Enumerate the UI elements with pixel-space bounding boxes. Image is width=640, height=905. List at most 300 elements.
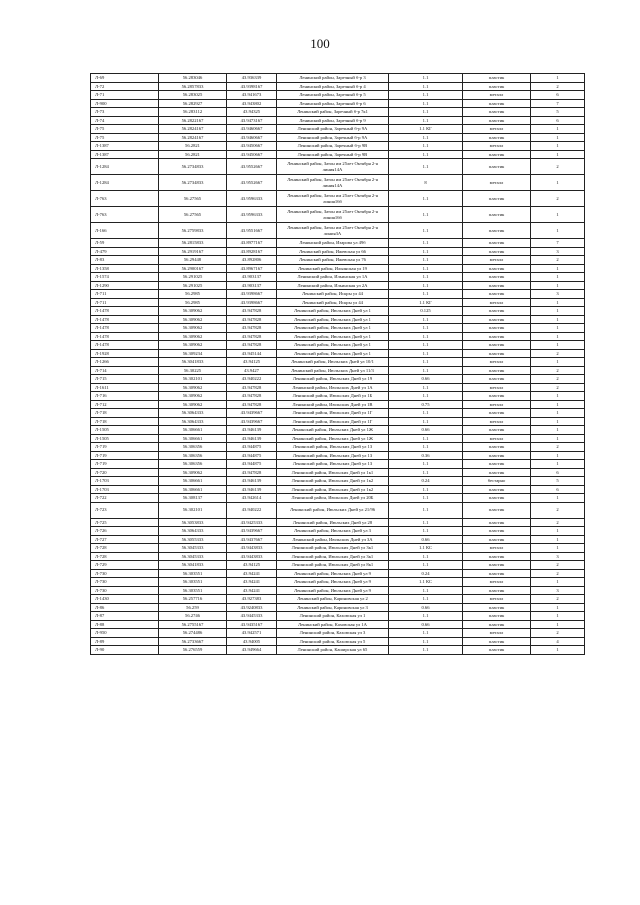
- latitude-cell: 56.309062: [159, 392, 227, 401]
- address-cell: Ленинский район, Июльских Дней ул 1: [277, 332, 389, 341]
- material-cell: пластик: [463, 409, 531, 418]
- volume-cell: 1.1: [389, 223, 463, 239]
- material-cell: пластик: [463, 273, 531, 282]
- volume-cell: 1.1: [389, 552, 463, 561]
- volume-cell: 1.1: [389, 150, 463, 159]
- address-cell: Ленинский район, Кариновская ул 2: [277, 595, 389, 604]
- table-row: [91, 586, 585, 595]
- volume-cell: 0.66: [389, 603, 463, 612]
- count-cell: 1: [531, 324, 585, 333]
- latitude-cell: 56.291025: [159, 273, 227, 282]
- address-cell: Ленинский район, Каховская ул 1: [277, 612, 389, 621]
- table-row: [91, 108, 585, 117]
- address-cell: Ленинский район, Искры ул 44: [277, 290, 389, 299]
- material-cell: пластик: [463, 74, 531, 83]
- latitude-cell: 56.2821: [159, 150, 227, 159]
- address-cell: Ленинский район, Июльских Дней ул 1: [277, 349, 389, 358]
- latitude-cell: 56.276559: [159, 646, 227, 655]
- table-row: [91, 264, 585, 273]
- latitude-cell: 56.309062: [159, 307, 227, 316]
- address-cell: Ленинский район, Заречный б-р 9В: [277, 150, 389, 159]
- table-row: [91, 535, 585, 544]
- latitude-cell: 56.2759833: [159, 223, 227, 239]
- count-cell: 2: [531, 561, 585, 570]
- address-cell: Ленинский район, Каховская ул 1А: [277, 620, 389, 629]
- material-cell: металл: [463, 434, 531, 443]
- address-cell: Ленинский район, Июльских Дней ул 28: [277, 518, 389, 527]
- address-cell: Ленинский район, Июльских Дней ул 1к1: [277, 468, 389, 477]
- volume-cell: 1.1: [389, 74, 463, 83]
- address-cell: Ленинский район, Ильинская ул 19: [277, 264, 389, 273]
- latitude-cell: 56.2857833: [159, 82, 227, 91]
- site-id-cell: Л-720: [91, 468, 159, 477]
- longitude-cell: 43.9450667: [227, 142, 277, 151]
- volume-cell: 1.1: [389, 332, 463, 341]
- latitude-cell: 56.283112: [159, 108, 227, 117]
- material-cell: пластик: [463, 281, 531, 290]
- table-row: [91, 612, 585, 621]
- count-cell: 2: [531, 256, 585, 265]
- longitude-cell: 43.94241: [227, 578, 277, 587]
- table-row: [91, 552, 585, 561]
- address-cell: Ленинский район, Заречный б-р 9: [277, 116, 389, 125]
- count-cell: 2: [531, 375, 585, 384]
- latitude-cell: 56.306356: [159, 451, 227, 460]
- latitude-cell: 56.306661: [159, 434, 227, 443]
- site-id-cell: Л-1284: [91, 175, 159, 191]
- site-id-cell: Л-730: [91, 569, 159, 578]
- longitude-cell: 43.9240833: [227, 603, 277, 612]
- count-cell: 2: [531, 502, 585, 518]
- table-row: [91, 273, 585, 282]
- volume-cell: 1.1: [389, 91, 463, 100]
- site-id-cell: Л-1387: [91, 142, 159, 151]
- volume-cell: 8: [389, 175, 463, 191]
- material-cell: пластик: [463, 603, 531, 612]
- longitude-cell: 43.947828: [227, 383, 277, 392]
- volume-cell: 1.1: [389, 502, 463, 518]
- longitude-cell: 43.9435167: [227, 620, 277, 629]
- site-id-cell: Л-722: [91, 494, 159, 503]
- volume-cell: 1.1: [389, 527, 463, 536]
- address-cell: Ленинский район, Июльских Дней ул 1Г: [277, 417, 389, 426]
- count-cell: 1: [531, 603, 585, 612]
- count-cell: 1: [531, 341, 585, 350]
- volume-cell: 1.1 КГ: [389, 298, 463, 307]
- site-id-cell: Л-716: [91, 392, 159, 401]
- volume-cell: 1.1: [389, 264, 463, 273]
- table-row: [91, 578, 585, 587]
- longitude-cell: 43.9427: [227, 366, 277, 375]
- material-cell: пластик: [463, 366, 531, 375]
- site-id-cell: Л-72: [91, 82, 159, 91]
- material-cell: пластик: [463, 502, 531, 518]
- count-cell: 2: [531, 518, 585, 527]
- address-cell: Ленинский район, Июльских Дней ул 3к1: [277, 544, 389, 553]
- table-row: [91, 247, 585, 256]
- address-cell: Ленинский район, Ижевская ул 76: [277, 256, 389, 265]
- table-row: [91, 159, 585, 175]
- material-cell: металл: [463, 417, 531, 426]
- longitude-cell: 43.9552667: [227, 159, 277, 175]
- table-row: [91, 460, 585, 469]
- count-cell: 3: [531, 586, 585, 595]
- address-cell: Ленинский район, Затон им 25лет Октября 2-я линия3А: [277, 223, 389, 239]
- count-cell: 1: [531, 494, 585, 503]
- table-row: [91, 191, 585, 207]
- latitude-cell: 56.309062: [159, 383, 227, 392]
- count-cell: 1: [531, 426, 585, 435]
- site-id-cell: Л-1358: [91, 264, 159, 273]
- site-id-cell: Л-719: [91, 460, 159, 469]
- count-cell: 1: [531, 332, 585, 341]
- latitude-cell: 56.309062: [159, 324, 227, 333]
- site-id-cell: Л-1505: [91, 426, 159, 435]
- material-cell: металл: [463, 383, 531, 392]
- site-id-cell: Л-730: [91, 586, 159, 595]
- latitude-cell: 56.3053833: [159, 518, 227, 527]
- material-cell: пластик: [463, 133, 531, 142]
- site-id-cell: Л-1478: [91, 324, 159, 333]
- count-cell: 2: [531, 595, 585, 604]
- volume-cell: 1.1: [389, 82, 463, 91]
- site-id-cell: Л-719: [91, 443, 159, 452]
- material-cell: пластик: [463, 443, 531, 452]
- table-row: [91, 366, 585, 375]
- table-row: [91, 443, 585, 452]
- material-cell: пластик: [463, 569, 531, 578]
- material-cell: пластик: [463, 223, 531, 239]
- site-id-cell: Л-1574: [91, 273, 159, 282]
- volume-cell: 1.1: [389, 434, 463, 443]
- table-row: [91, 358, 585, 367]
- material-cell: пластик: [463, 451, 531, 460]
- count-cell: 1: [531, 409, 585, 418]
- table-body: [91, 74, 585, 655]
- count-cell: 1: [531, 74, 585, 83]
- table-row: [91, 375, 585, 384]
- count-cell: 6: [531, 485, 585, 494]
- site-id-cell: Л-1703: [91, 477, 159, 486]
- material-cell: пластик: [463, 332, 531, 341]
- volume-cell: 1.1: [389, 518, 463, 527]
- table-row: [91, 518, 585, 527]
- count-cell: 1: [531, 207, 585, 223]
- count-cell: 1: [531, 434, 585, 443]
- table-row: [91, 485, 585, 494]
- longitude-cell: 43.94125: [227, 358, 277, 367]
- site-id-cell: Л-763: [91, 207, 159, 223]
- longitude-cell: 43.946139: [227, 477, 277, 486]
- longitude-cell: 43.947828: [227, 324, 277, 333]
- latitude-cell: 56.274486: [159, 629, 227, 638]
- material-cell: пластик: [463, 82, 531, 91]
- volume-cell: 1.1: [389, 417, 463, 426]
- table-row: [91, 332, 585, 341]
- count-cell: 6: [531, 468, 585, 477]
- volume-cell: 1.1: [389, 358, 463, 367]
- longitude-cell: 43.903137: [227, 281, 277, 290]
- latitude-cell: 56.29448: [159, 256, 227, 265]
- site-id-cell: Л-83: [91, 256, 159, 265]
- count-cell: 3: [531, 552, 585, 561]
- material-cell: пластик: [463, 392, 531, 401]
- material-cell: пластик: [463, 341, 531, 350]
- material-cell: пластик: [463, 290, 531, 299]
- address-cell: Ленинский район, Затон им 25лет Октября 2-я линия14А: [277, 159, 389, 175]
- latitude-cell: 56.30225: [159, 366, 227, 375]
- volume-cell: 1.1: [389, 159, 463, 175]
- table-row: [91, 409, 585, 418]
- latitude-cell: 56.257716: [159, 595, 227, 604]
- latitude-cell: 56.2900167: [159, 264, 227, 273]
- longitude-cell: 43.9445333: [227, 612, 277, 621]
- longitude-cell: 43.9596333: [227, 207, 277, 223]
- volume-cell: 1.1: [389, 99, 463, 108]
- longitude-cell: 43.9551667: [227, 223, 277, 239]
- material-cell: пластик: [463, 646, 531, 655]
- site-id-cell: Л-712: [91, 400, 159, 409]
- address-cell: Ленинский район, Июльских Дней ул 9: [277, 569, 389, 578]
- volume-cell: 1.1: [389, 409, 463, 418]
- site-id-cell: Л-59: [91, 239, 159, 248]
- latitude-cell: 56.309062: [159, 332, 227, 341]
- longitude-cell: 43.943802: [227, 99, 277, 108]
- latitude-cell: 56.3041833: [159, 561, 227, 570]
- count-cell: 1: [531, 150, 585, 159]
- count-cell: 6: [531, 116, 585, 125]
- count-cell: 1: [531, 298, 585, 307]
- volume-cell: 1.1: [389, 191, 463, 207]
- table-row: [91, 116, 585, 125]
- volume-cell: 1.1: [389, 443, 463, 452]
- count-cell: 1: [531, 544, 585, 553]
- longitude-cell: 43.9450667: [227, 150, 277, 159]
- address-cell: Ленинский район, Июльских Дней ул 9: [277, 578, 389, 587]
- address-cell: Ленинский район, Июльских Дней ул 1Б: [277, 392, 389, 401]
- material-cell: пластик: [463, 239, 531, 248]
- address-cell: Ленинский район, Июльских Дней ул 1: [277, 315, 389, 324]
- address-cell: Ленинский район, Искры ул 44: [277, 298, 389, 307]
- material-cell: металл: [463, 358, 531, 367]
- site-id-cell: Л-75: [91, 133, 159, 142]
- material-cell: металл: [463, 578, 531, 587]
- material-cell: пластик: [463, 315, 531, 324]
- count-cell: 1: [531, 307, 585, 316]
- table-row: [91, 637, 585, 646]
- volume-cell: 1.1: [389, 324, 463, 333]
- address-cell: Ленинский район, Июльских Дней ул 1: [277, 324, 389, 333]
- longitude-cell: 43.9398667: [227, 290, 277, 299]
- latitude-cell: 56.27565: [159, 207, 227, 223]
- longitude-cell: 43.944875: [227, 451, 277, 460]
- table-row: [91, 400, 585, 409]
- longitude-cell: 43.9439667: [227, 409, 277, 418]
- volume-cell: 1.1: [389, 494, 463, 503]
- address-cell: Ленинский район, Изарова ул 49б: [277, 239, 389, 248]
- site-id-cell: Л-900: [91, 99, 159, 108]
- volume-cell: 1.1: [389, 247, 463, 256]
- longitude-cell: 43.944875: [227, 443, 277, 452]
- latitude-cell: 56.2824167: [159, 133, 227, 142]
- table-row: [91, 646, 585, 655]
- table-row: [91, 239, 585, 248]
- site-id-cell: Л-950: [91, 629, 159, 638]
- longitude-cell: 43.944875: [227, 460, 277, 469]
- address-cell: Ленинский район, Июльских Дней ул 1к2: [277, 477, 389, 486]
- site-id-cell: Л-479: [91, 247, 159, 256]
- address-cell: Ленинский район, Июльских Дней ул 1А: [277, 383, 389, 392]
- table-row: [91, 392, 585, 401]
- longitude-cell: 43.946139: [227, 426, 277, 435]
- address-cell: Ленинский район, Июльских Дней ул 1Ж: [277, 434, 389, 443]
- count-cell: 1: [531, 620, 585, 629]
- volume-cell: 1.1 КС: [389, 544, 463, 553]
- table-row: [91, 99, 585, 108]
- latitude-cell: 56.259: [159, 603, 227, 612]
- material-cell: пластик: [463, 561, 531, 570]
- count-cell: 1: [531, 392, 585, 401]
- address-cell: Ленинский район, Заречный б-р 9В: [277, 142, 389, 151]
- table-row: [91, 629, 585, 638]
- material-cell: металл: [463, 400, 531, 409]
- volume-cell: 1.1: [389, 315, 463, 324]
- table-row: [91, 82, 585, 91]
- volume-cell: 1.1: [389, 290, 463, 299]
- latitude-cell: 56.2734833: [159, 175, 227, 191]
- table-row: [91, 451, 585, 460]
- latitude-cell: 56.309062: [159, 468, 227, 477]
- material-cell: металл: [463, 175, 531, 191]
- material-cell: пластик: [463, 191, 531, 207]
- latitude-cell: 56.3055333: [159, 535, 227, 544]
- table-row: [91, 341, 585, 350]
- count-cell: 2: [531, 569, 585, 578]
- volume-cell: 1.1: [389, 392, 463, 401]
- table-row: [91, 417, 585, 426]
- site-id-cell: Л-89: [91, 637, 159, 646]
- count-cell: 1: [531, 142, 585, 151]
- latitude-cell: 56.3064333: [159, 527, 227, 536]
- table-row: [91, 91, 585, 100]
- count-cell: 1: [531, 527, 585, 536]
- site-id-cell: Л-166: [91, 223, 159, 239]
- count-cell: 1: [531, 400, 585, 409]
- count-cell: 7: [531, 99, 585, 108]
- latitude-cell: 56.2985: [159, 298, 227, 307]
- count-cell: 2: [531, 383, 585, 392]
- address-cell: Ленинский район, Каширская ул 65: [277, 646, 389, 655]
- longitude-cell: 43.946139: [227, 434, 277, 443]
- count-cell: 2: [531, 349, 585, 358]
- site-id-cell: Л-73: [91, 108, 159, 117]
- volume-cell: 1.1: [389, 273, 463, 282]
- longitude-cell: 43.942614: [227, 494, 277, 503]
- site-id-cell: Л-728: [91, 552, 159, 561]
- material-cell: металл: [463, 142, 531, 151]
- volume-cell: 0.24: [389, 569, 463, 578]
- volume-cell: 0.125: [389, 307, 463, 316]
- site-id-cell: Л-87: [91, 612, 159, 621]
- volume-cell: 0.75: [389, 400, 463, 409]
- volume-cell: 1.1: [389, 646, 463, 655]
- longitude-cell: 43.903137: [227, 273, 277, 282]
- site-id-cell: Л-86: [91, 603, 159, 612]
- table-row: [91, 125, 585, 134]
- table-row: [91, 74, 585, 83]
- latitude-cell: 56.291025: [159, 281, 227, 290]
- table-row: [91, 175, 585, 191]
- count-cell: 1: [531, 612, 585, 621]
- count-cell: 2: [531, 159, 585, 175]
- table-row: [91, 207, 585, 223]
- volume-cell: 1.1: [389, 586, 463, 595]
- address-cell: Ленинский район, Июльских Дней ул 3: [277, 527, 389, 536]
- volume-cell: 0.66: [389, 535, 463, 544]
- address-cell: Ленинский район, Ильинская ул 2А: [277, 281, 389, 290]
- table-row: [91, 477, 585, 486]
- table-row: [91, 502, 585, 518]
- latitude-cell: 56.306661: [159, 477, 227, 486]
- address-cell: Ленинский район, Июльских Дней ул 20Б: [277, 494, 389, 503]
- material-cell: пластик: [463, 552, 531, 561]
- longitude-cell: 43.946139: [227, 485, 277, 494]
- count-cell: 1: [531, 281, 585, 290]
- latitude-cell: 56.282927: [159, 99, 227, 108]
- table-row: [91, 315, 585, 324]
- volume-cell: 1.1: [389, 629, 463, 638]
- volume-cell: 1.1: [389, 142, 463, 151]
- volume-cell: 1.1: [389, 349, 463, 358]
- material-cell: пластик: [463, 150, 531, 159]
- site-id-cell: Л-1387: [91, 150, 159, 159]
- latitude-cell: 56.2734833: [159, 159, 227, 175]
- count-cell: 1: [531, 417, 585, 426]
- longitude-cell: 43.947828: [227, 315, 277, 324]
- volume-cell: 0.36: [389, 451, 463, 460]
- material-cell: металл: [463, 595, 531, 604]
- material-cell: металл: [463, 544, 531, 553]
- table-row: [91, 527, 585, 536]
- site-id-cell: Л-763: [91, 191, 159, 207]
- longitude-cell: 43.9460667: [227, 125, 277, 134]
- longitude-cell: 43.9398167: [227, 82, 277, 91]
- longitude-cell: 43.9443833: [227, 544, 277, 553]
- longitude-cell: 43.94241: [227, 569, 277, 578]
- site-id-cell: Л-715: [91, 375, 159, 384]
- table-row: [91, 307, 585, 316]
- latitude-cell: 56.3064333: [159, 409, 227, 418]
- latitude-cell: 56.2733667: [159, 637, 227, 646]
- longitude-cell: 43.892806: [227, 256, 277, 265]
- count-cell: 1: [531, 273, 585, 282]
- latitude-cell: 56.306356: [159, 443, 227, 452]
- longitude-cell: 43.947828: [227, 400, 277, 409]
- latitude-cell: 56.2815833: [159, 239, 227, 248]
- latitude-cell: 56.2919167: [159, 247, 227, 256]
- address-cell: Ленинский район, Заречный б-р 3: [277, 74, 389, 83]
- latitude-cell: 56.2822167: [159, 116, 227, 125]
- address-cell: Ленинский район, Кариновская ул 3: [277, 603, 389, 612]
- material-cell: пластик: [463, 494, 531, 503]
- longitude-cell: 43.94005: [227, 637, 277, 646]
- longitude-cell: 43.94241: [227, 586, 277, 595]
- count-cell: 1: [531, 315, 585, 324]
- address-cell: Ленинский район, Июльских Дней ул 8к1: [277, 561, 389, 570]
- site-id-cell: Л-719: [91, 451, 159, 460]
- latitude-cell: 56.306661: [159, 485, 227, 494]
- latitude-cell: 56.308137: [159, 494, 227, 503]
